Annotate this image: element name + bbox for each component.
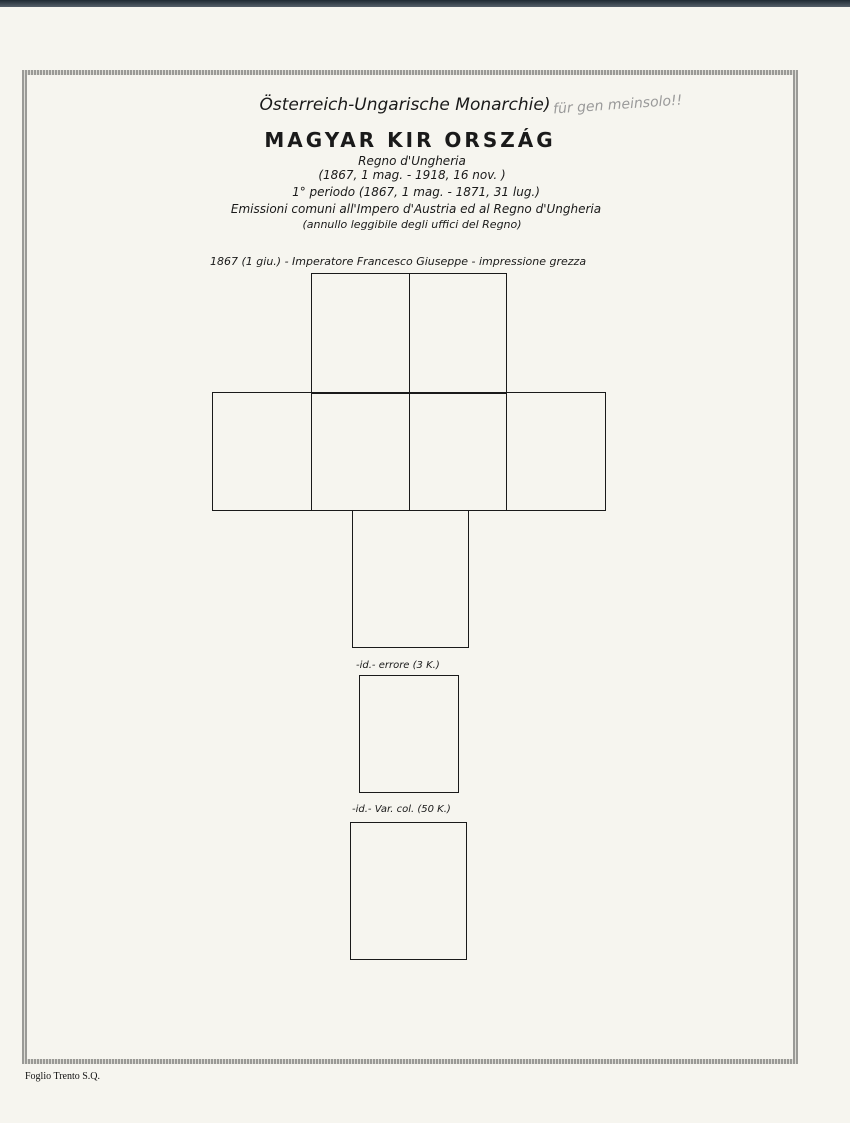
issue-label: 1867 (1 giu.) - Imperatore Francesco Giuseppe - impressione grezza (210, 255, 587, 268)
cancellation-note: (annullo leggibile degli uffici del Regno) (302, 218, 522, 231)
sheet-footer: Foglio Trento S.Q. (25, 1071, 101, 1082)
date-range: (1867, 1 mag. - 1918, 16 nov. ) (318, 168, 506, 182)
monarchy-heading: Österreich-Ungarische Monarchie) (259, 95, 551, 115)
subtitle: Regno d'Ungheria (358, 154, 466, 168)
period-line: 1° periodo (1867, 1 mag. - 1871, 31 lug.) (292, 185, 540, 199)
stamp-mount-top-left (311, 273, 410, 394)
stamp-mount-top-right (409, 273, 507, 394)
stamp-mount-error (359, 675, 459, 793)
stamp-mount-row2-4 (506, 392, 606, 511)
stamp-mount-row2-2 (311, 392, 410, 511)
stamp-mount-row2-1 (212, 392, 312, 511)
stamp-mount-color-variety (350, 822, 467, 960)
scan-edge (0, 0, 850, 7)
error-label: -id.- errore (3 K.) (356, 660, 440, 671)
stamp-mount-row2-3 (409, 392, 507, 511)
pencil-note: für gen meinsolo!! (552, 92, 683, 118)
emissions-line: Emissioni comuni all'Impero d'Austria ed al Regno d'Ungheria (230, 202, 602, 216)
color-variety-label: -id.- Var. col. (50 K.) (352, 804, 451, 815)
page-title: MAGYAR KIR ORSZÁG (264, 128, 556, 152)
stamp-mount-bottom (352, 510, 469, 648)
